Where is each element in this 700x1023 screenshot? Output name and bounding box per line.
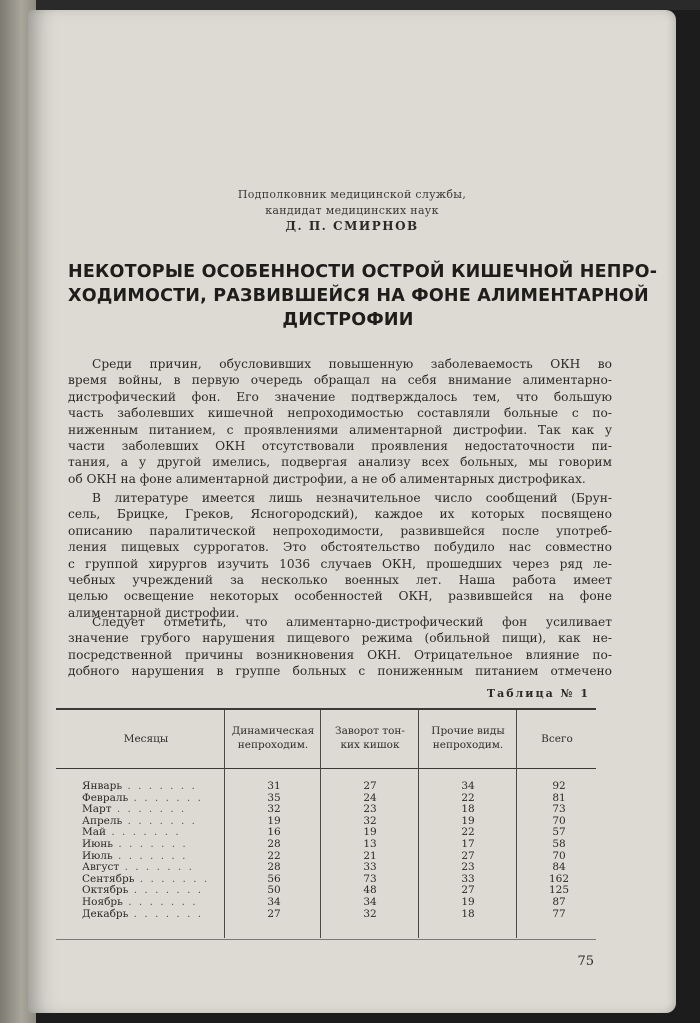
title-line: ДИСТРОФИИ xyxy=(282,310,414,330)
leader-dots: . . . . . . . xyxy=(128,791,203,804)
leader-dots: . . . . . . . xyxy=(113,837,188,850)
table-bottom-rule xyxy=(56,939,596,940)
text-line: посредственной причины возникновения ОКН. Отрицательное влияние по- xyxy=(68,647,612,662)
volvulus-cell: 13 xyxy=(363,837,377,850)
header-other xyxy=(420,724,516,752)
column-divider xyxy=(224,710,225,938)
leader-dots: . . . . . . . xyxy=(111,803,187,816)
other-cell: 33 xyxy=(461,872,475,885)
leader-dots: . . . . . . . xyxy=(128,884,204,897)
text-line: В литературе имеется лишь незначительное число сообщений (Брун- xyxy=(92,491,612,505)
table-header-rule xyxy=(56,768,596,769)
dynamic-cell: 27 xyxy=(267,907,281,920)
volvulus-cell: 32 xyxy=(363,907,377,920)
dynamic-cell: 34 xyxy=(267,895,281,908)
total-cell: 73 xyxy=(552,803,566,816)
volvulus-cell: 33 xyxy=(363,861,377,874)
column-divider xyxy=(516,710,517,938)
page-number: 75 xyxy=(577,954,594,969)
month-label: Декабрь xyxy=(82,907,129,920)
table-top-rule xyxy=(56,708,596,710)
header-dynamic xyxy=(226,724,320,752)
article-title xyxy=(68,260,658,332)
month-label: Июнь xyxy=(82,837,114,850)
text-line: тания, а у другой имелись, подвергая анализу всех больных, мы говорим xyxy=(68,455,612,470)
volvulus-cell: 34 xyxy=(363,895,377,908)
dynamic-cell: 56 xyxy=(267,872,281,885)
month-label: Март xyxy=(82,803,112,816)
dynamic-cell: 22 xyxy=(267,849,281,862)
dynamic-cell: 50 xyxy=(267,884,281,897)
author-rank-line2: кандидат медицинских наук xyxy=(265,204,439,217)
month-label: Сентябрь xyxy=(82,872,135,885)
text-line: ления пищевых суррогатов. Это обстоятельство побудило нас совместно xyxy=(68,540,612,555)
volvulus-cell: 73 xyxy=(363,872,377,885)
volvulus-cell: 24 xyxy=(363,791,377,804)
other-cell: 18 xyxy=(461,907,475,920)
text-line: с группой хирургов изучить 1036 случаев ОКН, прошедших через ряд ле- xyxy=(68,556,612,571)
total-cell: 57 xyxy=(552,826,566,839)
leader-dots: . . . . . . . xyxy=(119,861,194,874)
header-volvulus-line2: ких кишок xyxy=(340,739,400,751)
text-line: сель, Брицке, Греков, Ясногородский), каждое их которых посвящено xyxy=(68,507,612,522)
month-column xyxy=(82,781,209,920)
text-line: об ОКН на фоне алиментарной дистрофии, а не об алиментарных дистрофиках. xyxy=(68,471,586,486)
other-cell: 34 xyxy=(461,780,475,792)
header-other-line2: непроходим. xyxy=(432,739,504,751)
month-label: Январь xyxy=(82,780,123,792)
total-cell: 58 xyxy=(552,837,566,850)
volvulus-cell: 48 xyxy=(363,884,377,897)
other-cell: 19 xyxy=(461,895,475,908)
month-label: Май xyxy=(82,826,107,839)
header-volvulus xyxy=(322,724,418,752)
dynamic-cell: 16 xyxy=(267,826,281,839)
dynamic-cell: 35 xyxy=(267,791,281,804)
dynamic-cell: 28 xyxy=(267,837,281,850)
volvulus-column xyxy=(330,781,410,920)
text-line: описанию паралитической непроходимости, развившейся после употреб- xyxy=(68,523,612,538)
total-cell: 70 xyxy=(552,849,566,862)
text-line: ниженным питанием, с проявлениями алиментарной дистрофии. Так как у xyxy=(68,422,612,437)
book-page xyxy=(28,10,676,1013)
paragraph-1 xyxy=(68,356,612,487)
text-line: чебных учреждений за несколько военных лет. Наша работа имеет xyxy=(68,573,612,588)
month-label: Август xyxy=(82,861,120,874)
leader-dots: . . . . . . . xyxy=(106,826,181,839)
text-line: дистрофический фон. Его значение подтверждалось тем, что большую xyxy=(68,389,612,404)
leader-dots: . . . . . . . xyxy=(112,849,188,862)
total-cell: 92 xyxy=(552,780,566,792)
title-line: НЕКОТОРЫЕ ОСОБЕННОСТИ ОСТРОЙ КИШЕЧНОЙ НЕПРО- xyxy=(68,262,658,282)
header-other-line1: Прочие виды xyxy=(431,725,505,737)
title-line: ХОДИМОСТИ, РАЗВИВШЕЙСЯ НА ФОНЕ АЛИМЕНТАРНОЙ xyxy=(68,286,649,306)
text-line: значение грубого нарушения пищевого режима (обильной пищи), как не- xyxy=(68,631,612,646)
header-volvulus-line1: Заворот тон- xyxy=(335,725,405,737)
month-cell xyxy=(82,909,209,921)
leader-dots: . . . . . . . xyxy=(122,814,198,827)
other-cell: 17 xyxy=(461,837,475,850)
other-cell: 22 xyxy=(461,826,475,839)
header-dynamic-line1: Динамическая xyxy=(231,725,315,737)
volvulus-cell: 27 xyxy=(363,780,377,792)
volvulus-cell: 32 xyxy=(363,814,377,827)
dynamic-cell: 32 xyxy=(267,803,281,816)
total-cell: 162 xyxy=(548,872,570,885)
other-cell: 27 xyxy=(461,849,475,862)
table-caption: Таблица № 1 xyxy=(486,687,590,700)
leader-dots: . . . . . . . xyxy=(128,907,204,920)
month-label: Февраль xyxy=(82,791,129,804)
background-top xyxy=(36,0,700,10)
header-total: Всего xyxy=(541,733,573,745)
other-cell: 23 xyxy=(461,861,475,874)
leader-dots: . . . . . . . xyxy=(122,780,197,792)
text-line: часть заболевших кишечной непроходимостью составляли больные с по- xyxy=(68,406,612,421)
other-cell: 18 xyxy=(461,803,475,816)
dynamic-column xyxy=(234,781,314,920)
total-column xyxy=(522,781,596,920)
month-label: Июль xyxy=(82,849,113,862)
total-cell: 70 xyxy=(552,814,566,827)
month-label: Ноябрь xyxy=(82,895,123,908)
text-line: время войны, в первую очередь обращал на себя внимание алиментарно- xyxy=(68,373,612,388)
volvulus-cell: 21 xyxy=(363,849,377,862)
dynamic-cell: 19 xyxy=(267,814,281,827)
total-cell: 77 xyxy=(552,907,566,920)
statistics-table xyxy=(56,708,596,940)
text-line: добного нарушения в группе больных с пониженным питанием отмечено xyxy=(68,664,612,679)
author-name: Д. П. СМИРНОВ xyxy=(285,219,419,233)
total-cell: 87 xyxy=(552,895,566,908)
text-line: целью освещение некоторых особенностей ОКН, развившейся на фоне xyxy=(68,589,612,604)
paragraph-3 xyxy=(68,614,612,680)
month-label: Октябрь xyxy=(82,884,129,897)
other-cell: 27 xyxy=(461,884,475,897)
column-divider xyxy=(418,710,419,938)
leader-dots: . . . . . . . xyxy=(134,872,210,885)
total-cell: 125 xyxy=(548,884,570,897)
header-month: Месяцы xyxy=(123,733,169,745)
text-line: Среди причин, обусловивших повышенную заболеваемость ОКН во xyxy=(92,357,612,371)
text-line: части заболевших ОКН отсутствовали проявления недостаточности пи- xyxy=(68,439,612,454)
month-label: Апрель xyxy=(82,814,123,827)
total-cell: 84 xyxy=(552,861,566,874)
total-cell: 81 xyxy=(552,791,566,804)
header-dynamic-line2: непроходим. xyxy=(237,739,309,751)
other-cell: 22 xyxy=(461,791,475,804)
volvulus-cell: 23 xyxy=(363,803,377,816)
text-line: алиментарной дистрофии. xyxy=(68,605,240,620)
dynamic-cell: 28 xyxy=(267,861,281,874)
leader-dots: . . . . . . . xyxy=(122,895,198,908)
author-rank-line1: Подполковник медицинской службы, xyxy=(237,188,467,201)
column-divider xyxy=(320,710,321,938)
other-column xyxy=(428,781,508,920)
paragraph-2 xyxy=(68,490,612,621)
volvulus-cell: 19 xyxy=(363,826,377,839)
dynamic-cell: 31 xyxy=(267,780,281,792)
text-line: Следует отметить, что алиментарно-дистрофический фон усиливает xyxy=(92,615,612,629)
other-cell: 19 xyxy=(461,814,475,827)
